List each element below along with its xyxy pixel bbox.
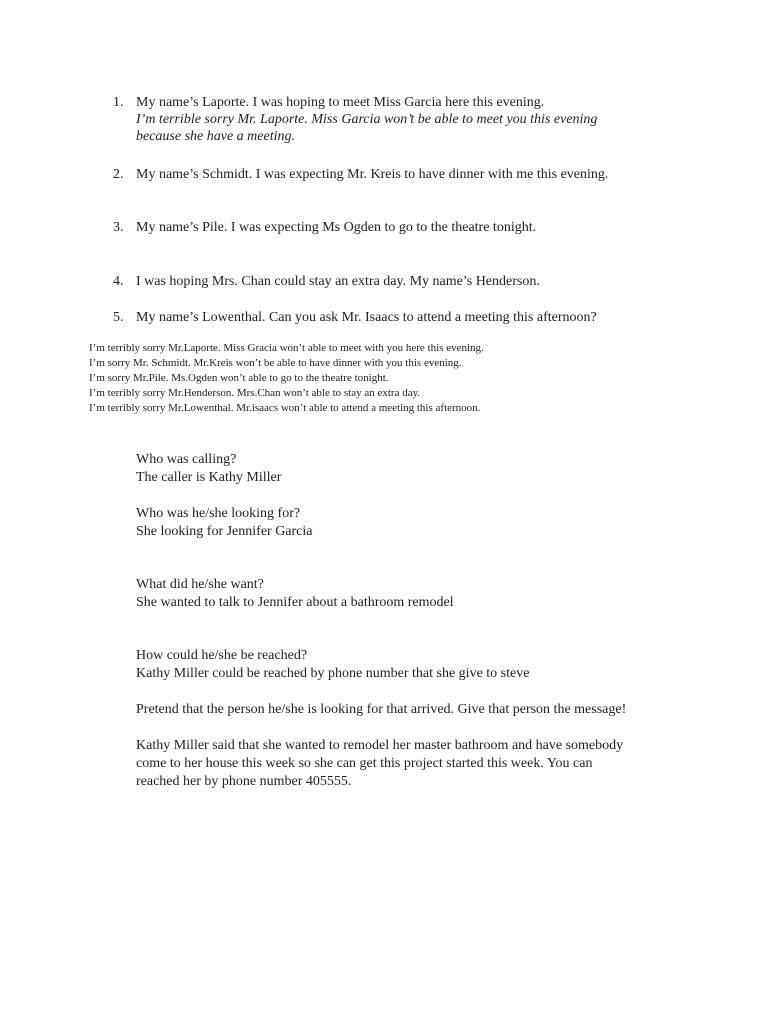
answer-line: I’m terribly sorry Mr.Henderson. Mrs.Chan won’t able to stay an extra day. [89,387,421,399]
answer-line: I’m sorry Mr.Pile. Ms.Ogden won’t able to go to the theatre tonight. [89,372,389,384]
question-text: Who was he/she looking for? [136,506,301,521]
answer-line: I’m terribly sorry Mr.Laporte. Miss Gracia won’t able to meet with you here this evening. [89,342,484,354]
question-block-4 [136,647,529,683]
item-number: 3. [113,220,124,235]
question-text: What did he/she want? [136,577,264,592]
pretend-instruction: Pretend that the person he/she is looking for that arrived. Give that person the message! [136,702,627,717]
answer-text: The caller is Kathy Miller [136,470,282,485]
answer-text: Kathy Miller could be reached by phone number that she give to steve [136,666,530,681]
message-line: come to her house this week so she can get this project started this week. You can [136,756,593,771]
item-number: 5. [113,310,124,325]
item-text: My name’s Pile. I was expecting Ms Ogden to go to the theatre tonight. [136,220,537,235]
question-text: How could he/she be reached? [136,648,308,663]
question-block-1 [136,451,281,487]
answer-text: She wanted to talk to Jennifer about a bathroom remodel [136,595,454,610]
question-text: Who was calling? [136,452,237,467]
item-number: 4. [113,274,124,289]
question-block-2 [136,505,313,541]
item-number: 1. [113,95,124,110]
answer-line: I’m terribly sorry Mr.Lowenthal. Mr.isaacs won’t able to attend a meeting this afternoon. [89,402,481,414]
item-text: My name’s Laporte. I was hoping to meet Miss Garcia here this evening. [136,95,545,110]
answer-line: I’m sorry Mr. Schmidt. Mr.Kreis won’t be able to have dinner with you this evening. [89,357,462,369]
item-number: 2. [113,167,124,182]
message-line: reached her by phone number 405555. [136,774,352,789]
question-block-3 [136,576,454,612]
item-text: My name’s Lowenthal. Can you ask Mr. Isaacs to attend a meeting this afternoon? [136,310,597,325]
message-paragraph [136,737,696,791]
answer-text: She looking for Jennifer Garcia [136,524,313,539]
item-reply-line: because she have a meeting. [136,129,295,144]
message-line: Kathy Miller said that she wanted to remodel her master bathroom and have somebody [136,738,624,753]
item-reply-line: I’m terrible sorry Mr. Laporte. Miss Garcia won’t be able to meet you this evening [136,112,598,127]
item-text: My name’s Schmidt. I was expecting Mr. Kreis to have dinner with me this evening. [136,167,609,182]
item-text: I was hoping Mrs. Chan could stay an extra day. My name’s Henderson. [136,274,540,289]
